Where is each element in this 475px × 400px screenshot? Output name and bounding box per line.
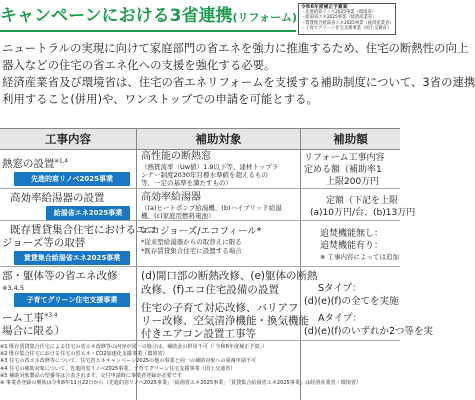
target-water-heater-detail: （(a)ヒートポンプ給湯機、(b)ハイブリッド給湯: [141, 204, 282, 212]
target-window-title: 高性能の断熱窓: [141, 151, 211, 162]
header-work: 工事内容: [0, 128, 136, 150]
work-envelope: 部・躯体等の省エネ改修: [2, 270, 118, 282]
amount-rental: ※ 工事内容によっては追加: [320, 253, 400, 261]
header-amount: 補助額: [301, 128, 400, 150]
budget-line: ・給湯省エネ2025事業（経済産業省）: [301, 15, 377, 21]
budget-line: ・子育てグリーン住宅支援事業（国土交通省）: [301, 25, 392, 31]
footnote: ※4 住宅の補助対象について、先進的窓リノベ2025事業、子育てグリーン住宅支援事業（国土交通省）: [0, 365, 236, 372]
amount-other: (d)(e)(f)のいずれか2つ等を実: [304, 326, 434, 337]
page-title: キャンペーンにおける3省連携(リフォーム): [0, 6, 298, 26]
work-rental: ジョーズ等の取替: [2, 237, 86, 249]
intro-line: 経済産業省及び環境省は、住宅の省エネリフォームを支援する補助制度について、3省の連携: [2, 75, 475, 89]
footnote: ※3 住宅の省エネ改修等について、住宅省エネキャンペーン2025の他の事業と同一の補助対象への重複申請不可: [0, 358, 257, 365]
intro-line: 器入などの住宅の省エネ化への支援を強化する必要。: [2, 58, 276, 72]
target-envelope: 改修、(f)エコ住宅設備の設置: [141, 284, 279, 296]
work-window: 熱窓の設置$^{※1,4}$: [2, 158, 68, 170]
program-tag-water-heater: 給湯省エネ2025事業: [46, 206, 130, 220]
intro-line: 利用すること(併用)や、ワンストップでの申請を可能とする。: [2, 92, 318, 106]
amount-rental: 追焚機能有り：: [320, 241, 384, 251]
amount-rental: 追焚機能無し：: [320, 229, 384, 239]
amount-window: 定める額（補助率1: [304, 165, 382, 175]
target-other: 住宅の子育て対応改修、バリアフ: [141, 302, 299, 314]
amount-window: リフォーム工事内容: [304, 153, 385, 163]
row-divider: [0, 266, 400, 267]
footnote: ※2 既存集合住宅における住宅の省エネ・CO2加速化支援事業（環境省）: [0, 351, 168, 358]
amount-envelope: (d)(e)(f)の全てを実施: [304, 296, 399, 307]
amount-water-heater: (a)10万円/台、(b)13万円: [310, 208, 416, 218]
work-water-heater: 高効率給湯器の設置: [10, 192, 105, 204]
amount-envelope: Sタイプ：: [318, 283, 362, 294]
title-underline: [0, 30, 296, 32]
target-rental-detail: *従来型給湯器からの取替えに限る: [141, 238, 242, 246]
target-rental-detail: *既存賃貸集合住宅に設置する場合: [141, 247, 242, 255]
amount-window: 上限200万円: [326, 177, 380, 187]
amount-water-heater: 定額（下記を上限: [326, 196, 399, 206]
budget-line: ・賃貸集合給湯省エネ2025事業（経済産業省）: [301, 20, 394, 26]
footnote: ※5 補助対象製品の型番等は公表されます。交付申請時に事業者登録が必要です: [0, 372, 182, 379]
footnote: ※1 既存賃貸集合住宅による住宅の省エネ改修等の内容が同一の場合は、補助金の併用不可（「令和6年度補正予算」）: [0, 344, 268, 350]
target-water-heater-title: 高効率給湯器: [141, 192, 201, 203]
footnotes: [0, 344, 400, 387]
target-window-detail: （熱貫流率（Uw値）1.9以下等、建材トップラ: [141, 163, 279, 171]
footnote: ※ 事業者登録の開始は令和6年11月22日から（先進的窓リノベ2025事業」「給湯省エネ2025事業」「賃貸集合給湯省エネ2025事業」は経済産業省・環境省）: [0, 380, 362, 387]
budget-box: [298, 3, 396, 35]
target-envelope: (d)開口部の断熱改修、(e)躯体の断熱: [141, 270, 318, 282]
work-envelope-note: ※3,4,5: [2, 284, 24, 292]
header-target: 補助対象: [137, 128, 300, 150]
intro-line: ニュートラルの実現に向けて家庭部門の省エネを強力に推進するため、住宅の断熱性の向上: [2, 41, 469, 55]
target-other: 付きエアコン設置工事等: [141, 328, 256, 340]
target-rental-title: エコジョーズ/エコフィール*: [141, 226, 262, 237]
target-other: リー改修、空気清浄機能・換気機能: [141, 315, 309, 327]
target-window-detail: ンナー制度2030年目標水準値を超えるもの: [141, 171, 269, 179]
target-water-heater-detail: 機、(c)家庭用燃料電池）: [141, 212, 215, 220]
program-tag-window-renovation: 先進的窓リノベ2025事業: [14, 172, 130, 186]
work-other: ーム工事$^{※3,4}$: [2, 312, 58, 324]
budget-box-title: 令和6年度補正予算案: [301, 5, 348, 10]
amount-other: Aタイプ：: [318, 313, 363, 324]
program-tag-child-green: 子育てグリーン住宅支援事業: [14, 293, 130, 307]
work-other: 場合に限る）: [2, 325, 65, 337]
program-tag-rental: 賃貸集合給湯省エネ2025事業: [14, 251, 130, 265]
intro-text: [2, 40, 475, 108]
budget-line: ・先進的窓リノベ2025事業（環境省）: [301, 10, 377, 16]
work-rental: 既存賃貸集合住宅におけるエコ: [10, 224, 157, 236]
target-window-detail: 等、一定の基準を満たすもの）: [141, 179, 232, 187]
